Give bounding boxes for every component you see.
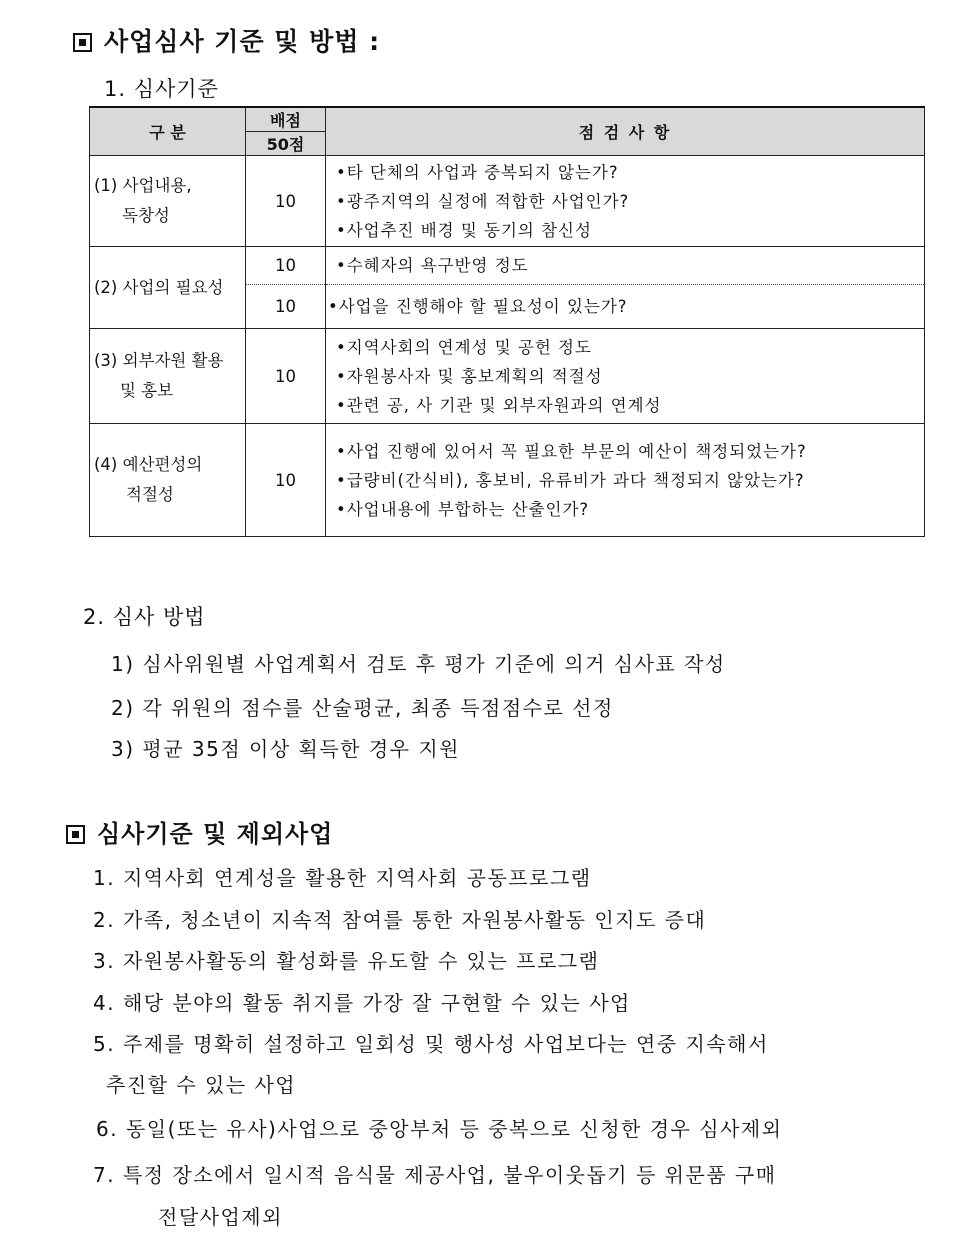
- list-item: 1. 지역사회 연계성을 활용한 지역사회 공동프로그램: [93, 866, 592, 890]
- section2-heading: 심사기준 및 제외사업: [66, 814, 333, 849]
- category-cell: (4) 예산편성의 적절성: [90, 424, 246, 537]
- checklist-item: •타 단체의 사업과 중복되지 않는가?: [336, 162, 619, 182]
- checklist-item: •수혜자의 욕구반영 정도: [326, 247, 925, 285]
- criteria-title: 1. 심사기준: [104, 77, 219, 101]
- category-cell: (2) 사업의 필요성: [90, 247, 246, 329]
- checklist-item: •사업을 진행해야 할 필요성이 있는가?: [326, 285, 925, 329]
- checklist-cell: [326, 329, 925, 424]
- score-cell: 10: [246, 156, 326, 247]
- filled-square-icon: [73, 33, 92, 52]
- table-row: [90, 247, 925, 285]
- method-item: 1) 심사위원별 사업계획서 검토 후 평가 기준에 의거 심사표 작성: [111, 652, 726, 676]
- checklist-item: •사업내용에 부합하는 산출인가?: [336, 499, 590, 519]
- list-item: 7. 특정 장소에서 일시적 음식물 제공사업, 불우이웃돕기 등 위문품 구매: [93, 1163, 777, 1187]
- method-item: 2) 각 위원의 점수를 산술평균, 최종 득점점수로 선정: [111, 696, 614, 720]
- score-cell: 10: [246, 424, 326, 537]
- header-score-label: 배점: [246, 107, 326, 132]
- score-cell: 10: [246, 329, 326, 424]
- list-item: 전달사업제외: [158, 1205, 283, 1229]
- section1-heading: 사업심사 기준 및 방법 :: [73, 22, 380, 58]
- list-item: 5. 주제를 명확히 설정하고 일회성 및 행사성 사업보다는 연중 지속해서: [93, 1032, 769, 1056]
- score-cell: 10: [246, 247, 326, 285]
- list-item: 3. 자원봉사활동의 활성화를 유도할 수 있는 프로그램: [93, 949, 600, 973]
- checklist-cell: [326, 424, 925, 537]
- list-item: 4. 해당 분야의 활동 취지를 가장 잘 구현할 수 있는 사업: [93, 991, 631, 1015]
- category-cell: (1) 사업내용, 독창성: [90, 156, 246, 247]
- checklist-item: •지역사회의 연계성 및 공헌 정도: [336, 337, 592, 357]
- list-item: 추진할 수 있는 사업: [106, 1073, 297, 1097]
- filled-square-icon: [66, 825, 85, 844]
- header-checklist: 점 검 사 항: [326, 107, 925, 156]
- category-cell: (3) 외부자원 활용 및 홍보: [90, 329, 246, 424]
- checklist-item: •사업추진 배경 및 동기의 참신성: [336, 220, 592, 240]
- list-item: 2. 가족, 청소년이 지속적 참여를 통한 자원봉사활동 인지도 증대: [93, 908, 707, 932]
- header-score-total: 50점: [246, 132, 326, 156]
- criteria-table: [89, 106, 925, 537]
- list-item: 6. 동일(또는 유사)사업으로 중앙부처 등 중복으로 신청한 경우 심사제외: [96, 1117, 783, 1141]
- checklist-item: •광주지역의 실정에 적합한 사업인가?: [336, 191, 630, 211]
- method-item: 3) 평균 35점 이상 획득한 경우 지원: [111, 737, 460, 761]
- checklist-cell: [326, 156, 925, 247]
- checklist-item: •사업 진행에 있어서 꼭 필요한 부문의 예산이 책정되었는가?: [336, 441, 807, 461]
- table-row: [90, 329, 925, 424]
- table-row: [90, 156, 925, 247]
- checklist-item: •관련 공, 사 기관 및 외부자원과의 연계성: [336, 395, 662, 415]
- method-title: 2. 심사 방법: [83, 605, 206, 629]
- checklist-item: •급량비(간식비), 홍보비, 유류비가 과다 책정되지 않았는가?: [336, 470, 805, 490]
- header-category: 구 분: [90, 107, 246, 156]
- checklist-item: •자원봉사자 및 홍보계획의 적절성: [336, 366, 603, 386]
- table-row: [90, 424, 925, 537]
- score-cell: 10: [246, 285, 326, 329]
